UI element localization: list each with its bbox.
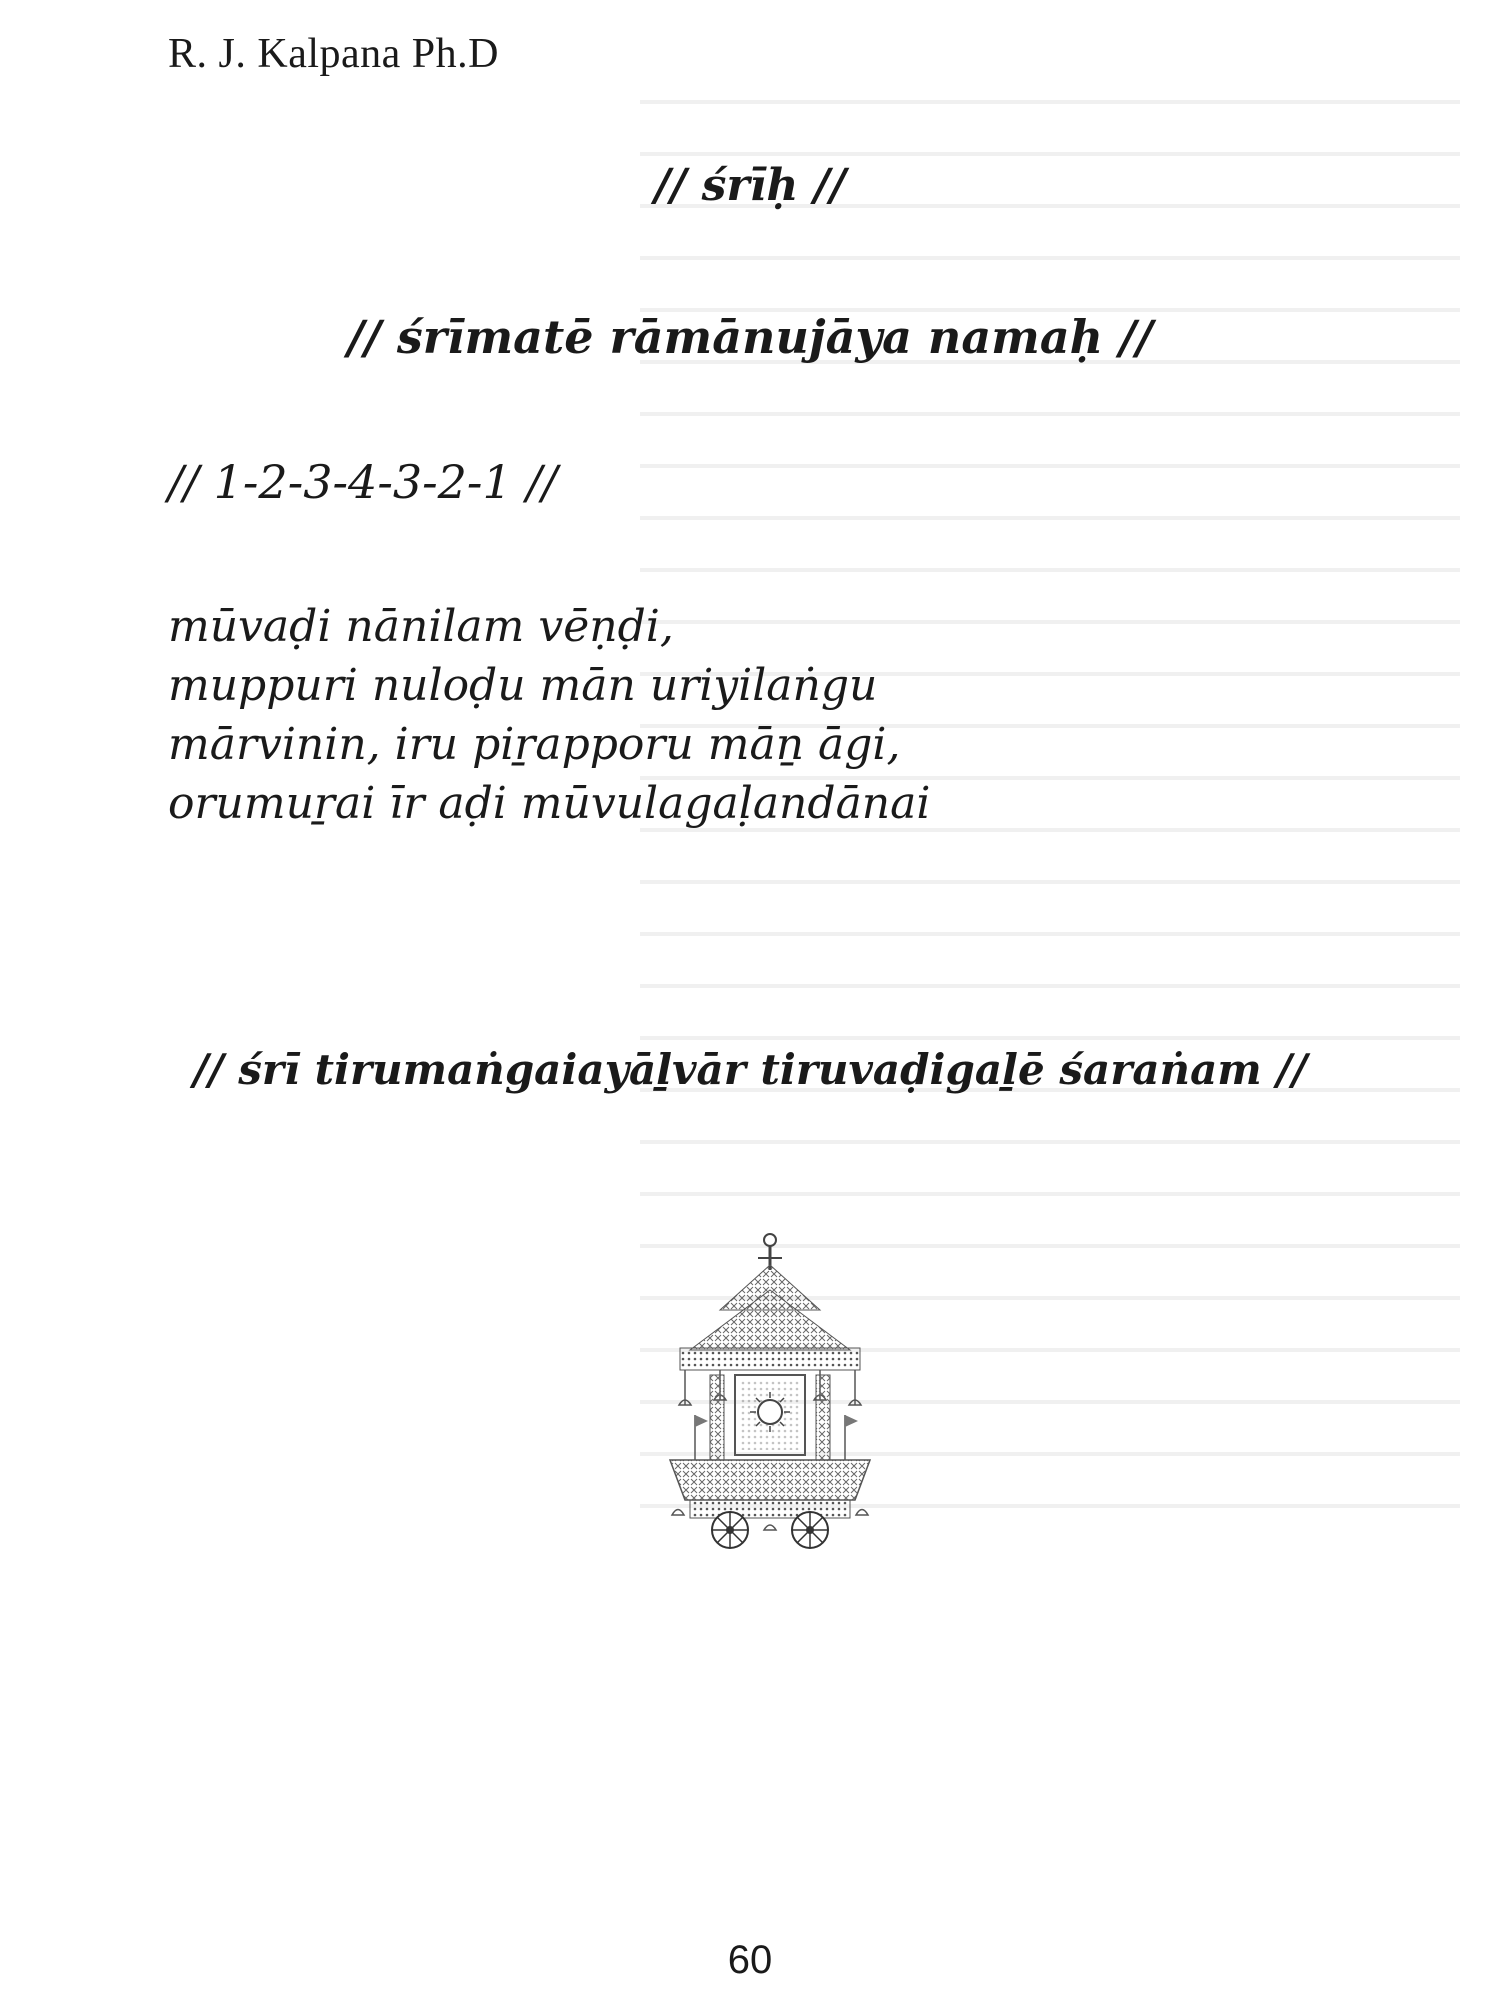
verse-block <box>168 597 930 833</box>
verse-line: mārvinin, iru piṟapporu māṉ āgi, <box>168 719 901 770</box>
page-number: 60 <box>727 1938 773 1982</box>
invocation-ramanuja: // śrīmatē rāmānujāya namaḥ // <box>347 310 1153 364</box>
verse-line: muppuri nuloḍu mān uriyilaṅgu <box>168 660 878 711</box>
verse-line: orumuṟai īr aḍi mūvulagaḷandānai <box>168 778 931 829</box>
verse-line: mūvaḍi nānilam vēṇḍi, <box>168 601 674 652</box>
ratha-chariot-icon <box>650 1230 890 1560</box>
invocation-sequence: // 1-2-3-4-3-2-1 // <box>168 455 558 509</box>
closing-invocation: // śrī tirumaṅgaiayāḻvār tiruvaḍigaḻē śaraṅam // <box>192 1045 1308 1094</box>
author-name: R. J. Kalpana Ph.D <box>168 31 499 77</box>
invocation-sri: // śrīḥ // <box>654 160 846 211</box>
